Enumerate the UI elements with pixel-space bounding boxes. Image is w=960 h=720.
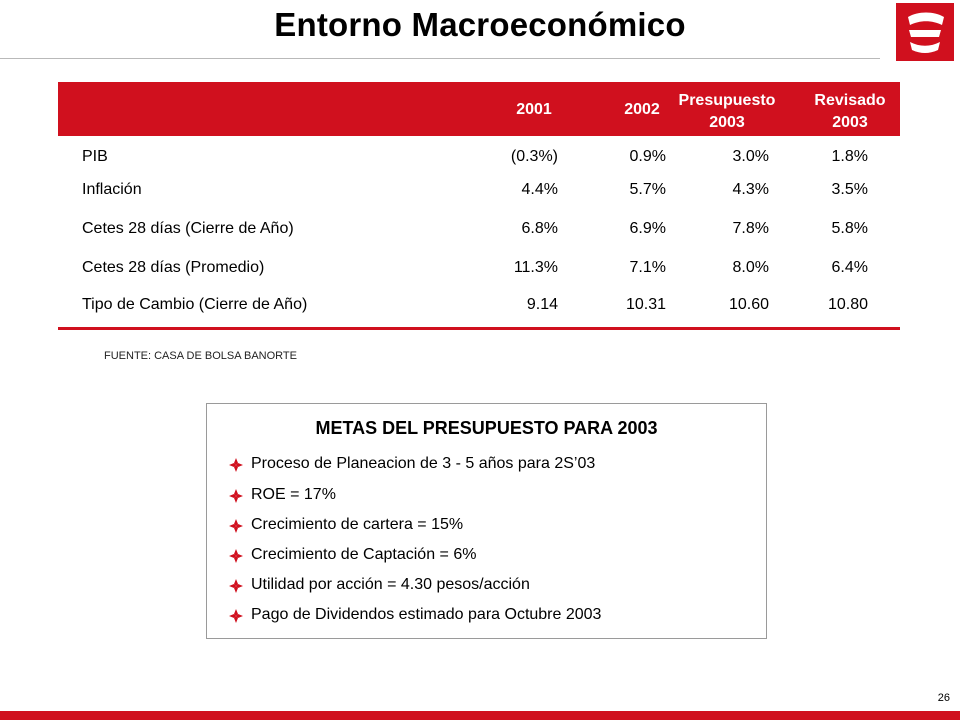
row-label: Cetes 28 días (Promedio) <box>82 259 265 276</box>
column-header-2002: 2002 <box>624 101 660 118</box>
cell-revisado-2003: 3.5% <box>831 181 868 198</box>
goal-text: ROE = 17% <box>251 486 336 503</box>
row-label: Tipo de Cambio (Cierre de Año) <box>82 296 308 313</box>
cell-revisado-2003: 6.4% <box>831 259 868 276</box>
table-row <box>58 181 900 205</box>
cell-2002: 6.9% <box>629 220 666 237</box>
table-bottom-rule <box>58 327 900 330</box>
goal-text: Crecimiento de cartera = 15% <box>251 516 464 533</box>
row-label: Cetes 28 días (Cierre de Año) <box>82 220 294 237</box>
column-header-2001: 2001 <box>516 101 552 118</box>
cell-2001: 4.4% <box>521 181 558 198</box>
cell-2001: (0.3%) <box>510 148 558 165</box>
page-title: Entorno Macroeconómico <box>274 6 686 43</box>
cell-presupuesto-2003: 4.3% <box>732 181 769 198</box>
cell-2002: 5.7% <box>629 181 666 198</box>
cell-2002: 7.1% <box>629 259 666 276</box>
cell-presupuesto-2003: 7.8% <box>732 220 769 237</box>
row-label: PIB <box>82 148 108 165</box>
cell-2001: 9.14 <box>526 296 558 313</box>
table-row <box>58 259 900 283</box>
diamond-bullet-icon <box>229 458 243 472</box>
cell-presupuesto-2003: 8.0% <box>732 259 769 276</box>
cell-revisado-2003: 5.8% <box>831 220 868 237</box>
page-number: 26 <box>937 692 950 704</box>
budget-goals-box <box>206 403 767 639</box>
diamond-bullet-icon <box>229 549 243 563</box>
source-note: FUENTE: CASA DE BOLSA BANORTE <box>104 350 297 362</box>
goals-title: METAS DEL PRESUPUESTO PARA 2003 <box>315 418 658 438</box>
cell-presupuesto-2003: 3.0% <box>732 148 769 165</box>
diamond-bullet-icon <box>229 519 243 533</box>
cell-revisado-2003: 1.8% <box>831 148 868 165</box>
row-label: Inflación <box>82 181 142 198</box>
column-header-presupuesto-2003: Presupuesto 2003 <box>678 92 776 131</box>
banorte-logo-icon <box>896 3 954 61</box>
cell-2001: 6.8% <box>521 220 558 237</box>
cell-presupuesto-2003: 10.60 <box>728 296 769 313</box>
diamond-bullet-icon <box>229 489 243 503</box>
diamond-bullet-icon <box>229 579 243 593</box>
table-row <box>58 296 900 320</box>
table-row <box>58 148 900 172</box>
goal-text: Utilidad por acción = 4.30 pesos/acción <box>251 576 530 593</box>
cell-revisado-2003: 10.80 <box>827 296 868 313</box>
goal-text: Crecimiento de Captación = 6% <box>251 546 477 563</box>
footer-bar <box>0 711 960 720</box>
goal-text: Proceso de Planeacion de 3 - 5 años para 2S’03 <box>251 455 596 472</box>
table-row <box>58 220 900 244</box>
diamond-bullet-icon <box>229 609 243 623</box>
column-header-revisado-2003: Revisado 2003 <box>814 92 886 131</box>
cell-2001: 11.3% <box>513 259 558 276</box>
cell-2002: 10.31 <box>625 296 666 313</box>
title-divider <box>0 58 880 59</box>
cell-2002: 0.9% <box>629 148 666 165</box>
goal-text: Pago de Dividendos estimado para Octubre 2003 <box>251 606 602 623</box>
